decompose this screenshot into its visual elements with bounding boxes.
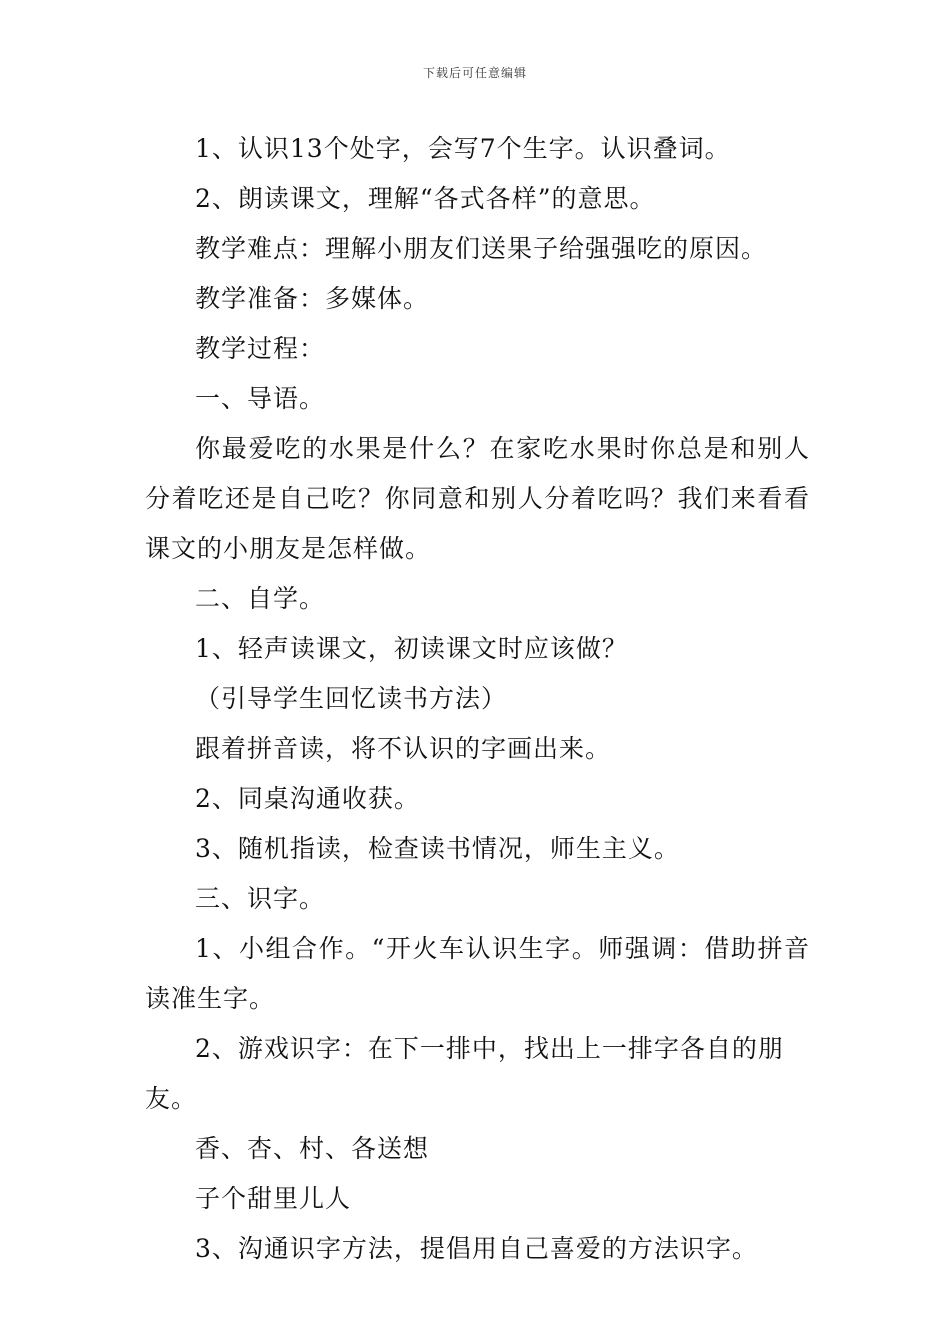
document-body — [145, 124, 810, 1274]
character-row-2: 子个甜里儿人 — [195, 1184, 352, 1213]
objective-1: 1、认识13个处字，会写7个生字。认识叠词。 — [195, 134, 731, 163]
literacy-step-1: 1、小组合作。“开火车认识生字。师强调：借助拼音读准生字。 — [145, 934, 810, 1013]
self-study-step-2: 2、同桌沟通收获。 — [195, 784, 420, 813]
teaching-preparation: 教学准备：多媒体。 — [195, 284, 430, 313]
teaching-process-heading: 教学过程： — [195, 334, 326, 363]
objective-2: 2、朗读课文，理解“各式各样”的意思。 — [195, 184, 656, 213]
section-heading-literacy: 三、识字。 — [195, 884, 326, 913]
page-header: 下载后可任意编辑 — [422, 66, 527, 80]
literacy-step-3: 3、沟通识字方法，提倡用自己喜爱的方法识字。 — [195, 1234, 758, 1263]
character-row-1: 香、杏、村、各送想 — [195, 1134, 430, 1163]
section-heading-intro: 一、导语。 — [195, 384, 326, 413]
self-study-step-1: 1、轻声读课文，初读课文时应该做？ — [195, 634, 628, 663]
self-study-step-3: 3、随机指读，检查读书情况，师生主义。 — [195, 834, 680, 863]
self-study-instruction: 跟着拼音读，将不认识的字画出来。 — [195, 734, 612, 763]
literacy-step-2: 2、游戏识字：在下一排中，找出上一排字各自的朋友。 — [145, 1034, 784, 1113]
intro-paragraph: 你最爱吃的水果是什么？在家吃水果时你总是和别人分着吃还是自己吃？你同意和别人分着吃吗？我们来看看课文的小朋友是怎样做。 — [145, 434, 810, 563]
self-study-note: （引导学生回忆读书方法） — [195, 684, 508, 713]
section-heading-self-study: 二、自学。 — [195, 584, 326, 613]
teaching-difficulty: 教学难点：理解小朋友们送果子给强强吃的原因。 — [195, 234, 768, 263]
